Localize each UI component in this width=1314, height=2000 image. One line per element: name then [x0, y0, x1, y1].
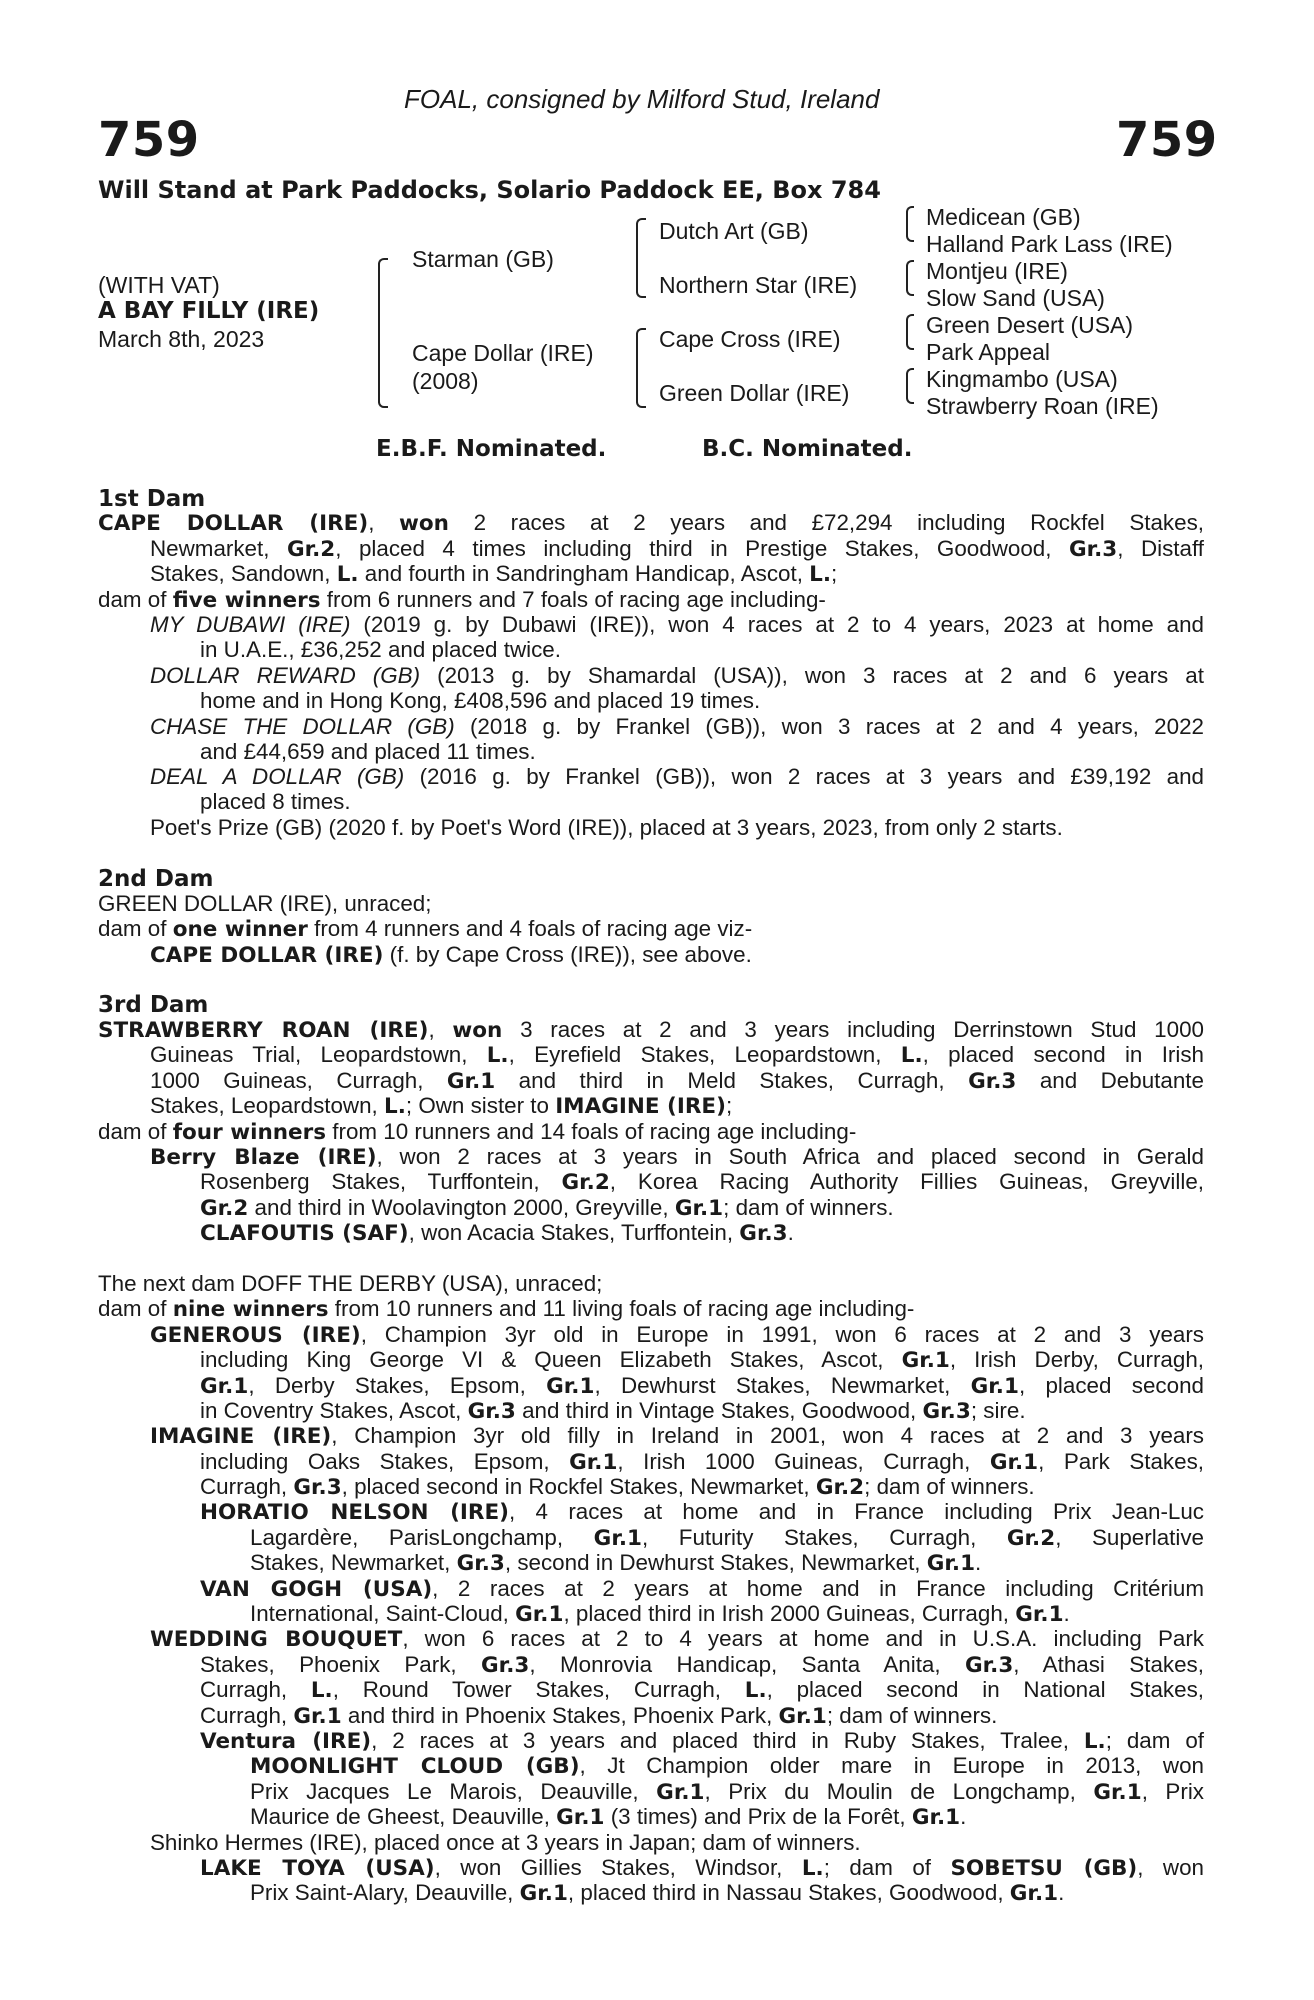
next-dam-line: including Oaks Stakes, Epsom, Gr.1, Irish 1000 Guineas, Curragh, Gr.1, Park Stakes,: [200, 1449, 1204, 1475]
next-dam-line: Prix Jacques Le Marois, Deauville, Gr.1, Prix du Moulin de Longchamp, Gr.1, Prix: [250, 1779, 1204, 1805]
foaling-date: March 8th, 2023: [98, 326, 265, 352]
third-dam-line: 1000 Guineas, Curragh, Gr.1 and third in Meld Stakes, Curragh, Gr.3 and Debutante: [150, 1068, 1204, 1094]
third-dam-line: Rosenberg Stakes, Turffontein, Gr.2, Korea Racing Authority Fillies Guineas, Greyville,: [200, 1169, 1204, 1195]
next-dam-line: HORATIO NELSON (IRE), 4 races at home and in France including Prix Jean-Luc: [200, 1499, 1204, 1525]
brace-main: [378, 258, 388, 408]
next-dam-line: WEDDING BOUQUET, won 6 races at 2 to 4 years at home and in U.S.A. including Park: [150, 1626, 1204, 1652]
produce-line: MY DUBAWI (IRE) (2019 g. by Dubawi (IRE)), won 4 races at 2 to 4 years, 2023 at home and: [150, 612, 1204, 637]
produce-line: in U.A.E., £36,252 and placed twice.: [200, 637, 561, 662]
bc-nomination: B.C. Nominated.: [702, 436, 913, 462]
third-dam-heading: 3rd Dam: [98, 992, 209, 1018]
next-dam-line: The next dam DOFF THE DERBY (USA), unraced;: [98, 1271, 603, 1296]
next-dam-line: Ventura (IRE), 2 races at 3 years and placed third in Ruby Stakes, Tralee, L.; dam of: [200, 1728, 1204, 1754]
produce-line: Poet's Prize (GB) (2020 f. by Poet's Word (IRE)), placed at 3 years, 2023, from only 2 starts.: [150, 815, 1063, 840]
lot-number-right: 759: [1116, 112, 1218, 168]
next-dam-line: in Coventry Stakes, Ascot, Gr.3 and third in Vintage Stakes, Goodwood, Gr.3; sire.: [200, 1398, 1026, 1424]
ancestor-1: Medicean (GB): [926, 204, 1081, 230]
first-dam-line: CAPE DOLLAR (IRE), won 2 races at 2 years and £72,294 including Rockfel Stakes,: [98, 510, 1204, 536]
second-dam-line: GREEN DOLLAR (IRE), unraced;: [98, 891, 432, 916]
ebf-nomination: E.B.F. Nominated.: [376, 436, 607, 462]
produce-line: placed 8 times.: [200, 789, 351, 814]
next-dam-line: Shinko Hermes (IRE), placed once at 3 years in Japan; dam of winners.: [150, 1830, 861, 1855]
brace-sire: [636, 218, 646, 298]
next-dam-line: Gr.1, Derby Stakes, Epsom, Gr.1, Dewhurst Stakes, Newmarket, Gr.1, placed second: [200, 1373, 1204, 1399]
vat-note: (WITH VAT): [98, 272, 220, 298]
brace-dam: [636, 328, 646, 408]
next-dam-line: Prix Saint-Alary, Deauville, Gr.1, placed third in Nassau Stakes, Goodwood, Gr.1.: [250, 1880, 1065, 1906]
third-dam-line: Berry Blaze (IRE), won 2 races at 3 years in South Africa and placed second in Gerald: [150, 1144, 1204, 1170]
stand-location: Will Stand at Park Paddocks, Solario Paddock EE, Box 784: [98, 176, 881, 204]
ancestor-5: Green Desert (USA): [926, 312, 1134, 338]
third-dam-line: Stakes, Leopardstown, L.; Own sister to IMAGINE (IRE);: [150, 1093, 733, 1119]
produce-line: CHASE THE DOLLAR (GB) (2018 g. by Frankel (GB)), won 3 races at 2 and 4 years, 2022: [150, 714, 1204, 739]
third-dam-line: Gr.2 and third in Woolavington 2000, Greyville, Gr.1; dam of winners.: [200, 1195, 894, 1221]
produce-line: DEAL A DOLLAR (GB) (2016 g. by Frankel (GB)), won 2 races at 3 years and £39,192 and: [150, 764, 1205, 789]
ancestor-6: Park Appeal: [926, 339, 1051, 365]
consignor-line: FOAL, consigned by Milford Stud, Ireland: [404, 84, 880, 114]
next-dam-line: Stakes, Newmarket, Gr.3, second in Dewhurst Stakes, Newmarket, Gr.1.: [250, 1550, 982, 1576]
first-dam-line: dam of five winners from 6 runners and 7 foals of racing age including-: [98, 587, 826, 613]
ancestor-3: Montjeu (IRE): [926, 258, 1068, 284]
ancestor-4: Slow Sand (USA): [926, 285, 1105, 311]
horse-name: A BAY FILLY (IRE): [98, 298, 320, 324]
dam-sire: Cape Cross (IRE): [659, 326, 841, 352]
first-dam-heading: 1st Dam: [98, 486, 206, 512]
produce-line: DOLLAR REWARD (GB) (2013 g. by Shamardal (USA)), won 3 races at 2 and 6 years at: [150, 663, 1204, 688]
produce-line: home and in Hong Kong, £408,596 and placed 19 times.: [200, 688, 761, 713]
brace-g4: [906, 368, 914, 404]
brace-g3: [906, 314, 914, 350]
next-dam-line: International, Saint-Cloud, Gr.1, placed third in Irish 2000 Guineas, Curragh, Gr.1.: [250, 1601, 1070, 1627]
first-dam-line: Newmarket, Gr.2, placed 4 times including third in Prestige Stakes, Goodwood, Gr.3, Distaff: [150, 536, 1205, 562]
next-dam-line: Lagardère, ParisLongchamp, Gr.1, Futurity Stakes, Curragh, Gr.2, Superlative: [250, 1525, 1204, 1551]
third-dam-line: dam of four winners from 10 runners and 14 foals of racing age including-: [98, 1119, 857, 1145]
dam-dam: Green Dollar (IRE): [659, 380, 850, 406]
third-dam-line: STRAWBERRY ROAN (IRE), won 3 races at 2 and 3 years including Derrinstown Stud 1000: [98, 1017, 1204, 1043]
ancestor-8: Strawberry Roan (IRE): [926, 393, 1159, 419]
next-dam-line: MOONLIGHT CLOUD (GB), Jt Champion older mare in Europe in 2013, won: [250, 1753, 1204, 1779]
next-dam-line: Maurice de Gheest, Deauville, Gr.1 (3 times) and Prix de la Forêt, Gr.1.: [250, 1804, 967, 1830]
third-dam-line: CLAFOUTIS (SAF), won Acacia Stakes, Turffontein, Gr.3.: [200, 1220, 794, 1246]
sire-dam: Northern Star (IRE): [659, 272, 858, 298]
ancestor-2: Halland Park Lass (IRE): [926, 231, 1173, 257]
sire: Starman (GB): [412, 246, 554, 272]
next-dam-line: LAKE TOYA (USA), won Gillies Stakes, Windsor, L.; dam of SOBETSU (GB), won: [200, 1855, 1204, 1881]
next-dam-line: IMAGINE (IRE), Champion 3yr old filly in Ireland in 2001, won 4 races at 2 and 3 years: [150, 1423, 1204, 1449]
lot-number-left: 759: [98, 112, 200, 168]
next-dam-line: Curragh, Gr.3, placed second in Rockfel Stakes, Newmarket, Gr.2; dam of winners.: [200, 1474, 1035, 1500]
second-dam-heading: 2nd Dam: [98, 866, 214, 892]
first-dam-line: Stakes, Sandown, L. and fourth in Sandringham Handicap, Ascot, L.;: [150, 561, 838, 587]
next-dam-line: Curragh, Gr.1 and third in Phoenix Stakes, Phoenix Park, Gr.1; dam of winners.: [200, 1703, 998, 1729]
dam-year: (2008): [412, 368, 479, 394]
next-dam-line: GENEROUS (IRE), Champion 3yr old in Europe in 1991, won 6 races at 2 and 3 years: [150, 1322, 1204, 1348]
sire-sire: Dutch Art (GB): [659, 218, 809, 244]
brace-g1: [906, 206, 914, 242]
next-dam-line: Curragh, L., Round Tower Stakes, Curragh, L., placed second in National Stakes,: [200, 1677, 1204, 1703]
ancestor-7: Kingmambo (USA): [926, 366, 1118, 392]
second-dam-line: dam of one winner from 4 runners and 4 foals of racing age viz-: [98, 916, 753, 942]
brace-g2: [906, 260, 914, 296]
third-dam-line: Guineas Trial, Leopardstown, L., Eyrefield Stakes, Leopardstown, L., placed second in Irish: [150, 1042, 1204, 1068]
next-dam-line: including King George VI & Queen Elizabeth Stakes, Ascot, Gr.1, Irish Derby, Curragh,: [200, 1347, 1204, 1373]
next-dam-line: dam of nine winners from 10 runners and 11 living foals of racing age including-: [98, 1296, 915, 1322]
next-dam-line: VAN GOGH (USA), 2 races at 2 years at home and in France including Critérium: [200, 1576, 1204, 1602]
produce-line: and £44,659 and placed 11 times.: [200, 739, 536, 764]
second-dam-line: CAPE DOLLAR (IRE) (f. by Cape Cross (IRE)), see above.: [150, 942, 752, 968]
next-dam-line: Stakes, Phoenix Park, Gr.3, Monrovia Handicap, Santa Anita, Gr.3, Athasi Stakes,: [200, 1652, 1204, 1678]
dam: Cape Dollar (IRE): [412, 340, 594, 366]
